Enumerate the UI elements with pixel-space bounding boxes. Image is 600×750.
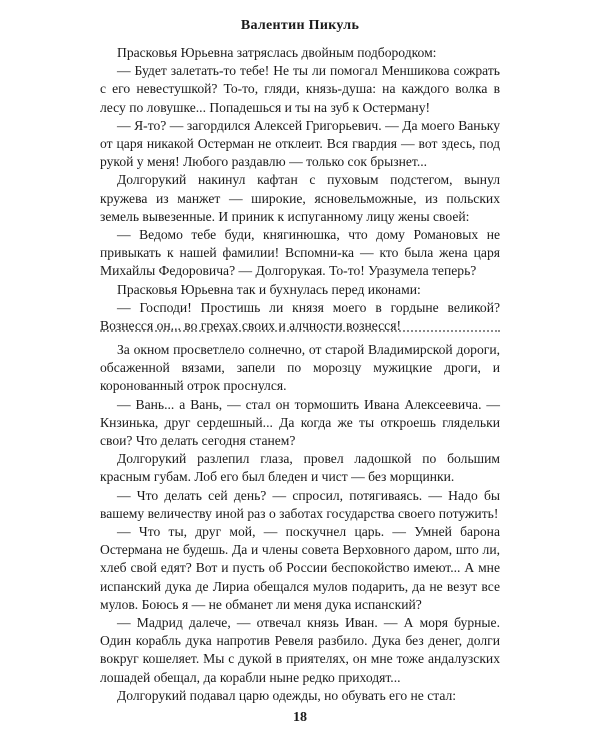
paragraph: Прасковья Юрьевна затряслась двойным подбородком: [117, 45, 437, 60]
paragraph: — Вань... а Вань, — стал он тормошить Ивана Алексеевича. — Кнзинька, друг сердешный... Да когда же ты откроешь глядельки свои? Что делать сегодня станем? [100, 396, 500, 449]
paragraph: Долгорукий разлепил глаза, провел ладошкой по большим красным губам. Лоб его был бледен и чист — без морщинки. [100, 451, 500, 485]
paragraph: Долгорукий подавал царю одежды, но обувать его не стал: [117, 687, 457, 703]
text-section-1 [100, 44, 500, 335]
paragraph: За окном просветлело солнечно, от старой Владимирской дороги, обсаженной вязами, запели по морозцу мужицкие дроги, и коронованный отрок проснулся. [100, 342, 500, 394]
paragraph: Прасковья Юрьевна так и бухнулась перед иконами: [117, 281, 421, 297]
paragraph: — Ведомо тебе буди, княгинюшка, что дому Романовых не привыкать к нашей фамилии! Вспомни-ка — кто была жена царя Михайлы Федоровича? — Долгорукая. То-то! Уразумела теперь? [100, 227, 500, 279]
section-divider [100, 330, 500, 332]
text-section-2 [100, 341, 500, 705]
page-number: 18 [293, 710, 307, 725]
paragraph: — Мадрид далече, — отвечал князь Иван. — А моря бурные. Один корабль дука напротив Ревеля разбило. Дука без денег, долги вокруг кошеляет. Мы с дукой в приятелях, он мне тоже андалузских лошадей обещал, да корабли ныне редко приходят... [100, 615, 500, 685]
paragraph: Долгорукий накинул кафтан с пуховым подстегом, вынул кружева из манжет — широкие, ясновельможные, из польских земель вывезенные. И приник к испуганному лицу жены своей: [100, 172, 500, 224]
paragraph: — Господи! Простишь ли князя моего в гордыне великой? Вознесся он... во грехах своих и алчности вознесся! [100, 299, 500, 334]
paragraph: — Что ты, друг мой, — поскучнел царь. — Умней барона Остермана не будешь. Да и члены совета Верховного даром, што ли, хлеб свой едят? Вот и пусть об России беспокойство имеют... А мне испанский дука де Лириа обещался мулов подарить, да не везут все мулов. Боюсь я — не обманет ли меня дука испанский? [100, 524, 500, 612]
paragraph: — Что делать сей день? — спросил, потягиваясь. — Надо бы вашему величеству иной раз о заботах государства своего потужить! [100, 487, 500, 521]
paragraph: — Я-то? — загордился Алексей Григорьевич. — Да моего Ваньку от царя никакой Остерман не отклеит. Вся гвардия — вот здесь, под рукой у меня! Любого раздавлю — только сок брызнет... [100, 117, 500, 170]
running-header-author: Валентин Пикуль [240, 18, 360, 33]
paragraph: — Будет залетать-то тебе! Не ты ли помогал Меншикова сожрать с его невестушкой? То-то, гляди, князь-душа: на каждого волка в лесу по ловушке... Попадешься и ты на зуб к Остерману! [100, 63, 500, 115]
